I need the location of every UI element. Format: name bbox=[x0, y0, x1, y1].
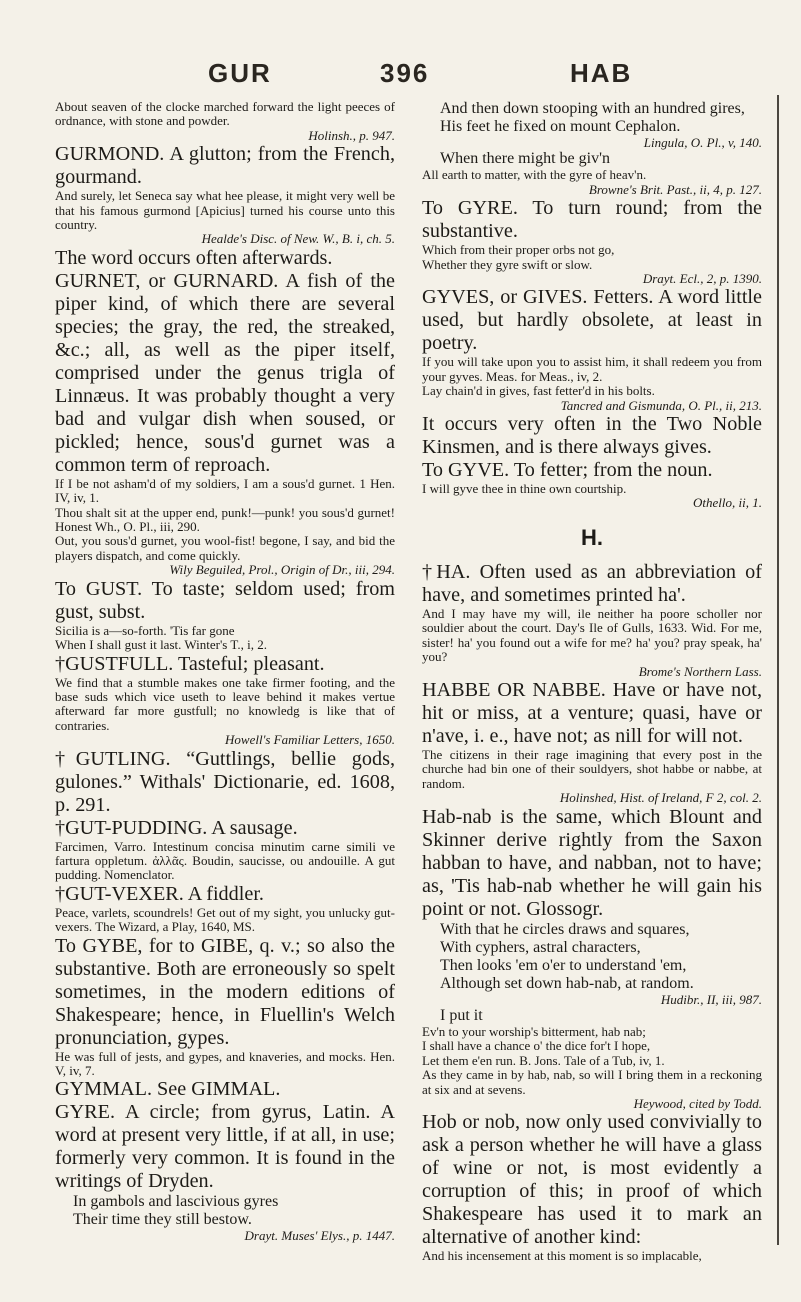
left-verse-line-27: Their time they still bestow. bbox=[73, 1211, 252, 1229]
right-verse-line-27: With cyphers, astral characters, bbox=[440, 938, 641, 956]
left-entry-text-18: †GUT-PUDDING. A sausage. bbox=[55, 816, 298, 839]
right-quotation-34: Let them e'en run. B. Jons. Tale of a Tub, iv, 1. bbox=[422, 1052, 665, 1068]
left-verse-line-26: In gambols and lascivious gyres bbox=[73, 1193, 279, 1211]
left-entry-text-17: †GUTLING. “Guttlings, bellie gods, gulones.” Withals' Dictionarie, ed. 1608, p. 291. bbox=[55, 747, 395, 816]
right-entry-text-25: Hab-nab is the same, which Blount and Skinner derive rightly from the Saxon habban to have, and nabban, not to have; as, 'Tis hab-nab whether he will gain his point or not. Glossogr. bbox=[422, 805, 762, 920]
right-entry-text-19: †HA. Often used as an abbreviation of have, and sometimes printed ha'. bbox=[422, 560, 762, 606]
right-citation-36: Heywood, cited by Todd. bbox=[633, 1095, 762, 1111]
left-entry-text-24: GYMMAL. See GIMMAL. bbox=[55, 1078, 281, 1101]
left-entry-text-6: GURNET, or GURNARD. A fish of the piper kind, of which there are several species; the gray, the red, the streaked, &c.; all, as well as the piper itself, comprised under the genus trigla of Linnæus. It was probably thought a very bad and vulgar dish when soused, or pickled; hence, sous'd gurnet was a common term of reproach. bbox=[55, 269, 395, 476]
left-column bbox=[55, 100, 395, 1244]
left-quotation-0: About seaven of the clocke marched forward the light peeces of ordnance, with stone and powder. bbox=[55, 100, 395, 129]
right-quotation-16: I will gyve thee in thine own courtship. bbox=[422, 481, 627, 497]
right-entry-text-14: It occurs very often in the Two Noble Kinsmen, and is there always gives. bbox=[422, 413, 762, 459]
right-section-letter-18: H. bbox=[581, 524, 603, 550]
left-quotation-8: Thou shalt sit at the upper end, punk!—punk! you sous'd gurnet! Honest Wh., O. Pl., iii, 290. bbox=[55, 504, 395, 535]
left-citation-1: Holinsh., p. 947. bbox=[308, 127, 395, 143]
right-entry-text-22: HABBE OR NABBE. Have or have not, hit or miss, at a venture; quasi, have or n'ave, i. e., have not; as nill for will not. bbox=[422, 678, 762, 747]
right-entry-text-6: To GYRE. To turn round; from the substantive. bbox=[422, 197, 762, 243]
left-quotation-3: And surely, let Seneca say what hee please, it might very well be that his famous gurmond [Apicius] turned his course unto this country. bbox=[55, 188, 395, 233]
left-quotation-13: When I shall gust it last. Winter's T., i, 2. bbox=[55, 637, 267, 653]
right-quotation-8: Whether they gyre swift or slow. bbox=[422, 256, 593, 272]
right-entry-text-37: Hob or nob, now only used convivially to ask a person whether he will have a glass of wine or not, is most evidently a corruption of this; in proof of which Shakespeare has used it to mark an alternative of another kind: bbox=[422, 1111, 762, 1249]
header-left-guide-word: GUR bbox=[208, 58, 272, 88]
right-citation-5: Browne's Brit. Past., ii, 4, p. 127. bbox=[588, 181, 762, 197]
right-verse-line-26: With that he circles draws and squares, bbox=[440, 920, 690, 938]
left-citation-28: Drayt. Muses' Elys., p. 1447. bbox=[244, 1228, 395, 1244]
right-citation-9: Drayt. Ecl., 2, p. 1390. bbox=[642, 271, 762, 287]
header-right-guide-word: HAB bbox=[570, 58, 633, 88]
right-quotation-35: As they came in by hab, nab, so will I bring them in a reckoning at six and at sevens. bbox=[422, 1067, 762, 1097]
left-citation-10: Wily Beguiled, Prol., Origin of Dr., iii, 294. bbox=[169, 562, 395, 578]
right-quotation-7: Which from their proper orbs not go, bbox=[422, 242, 615, 258]
right-quotation-33: I shall have a chance o' the dice for't I hope, bbox=[422, 1038, 651, 1054]
right-verse-line-0: And then down stooping with an hundred gires, bbox=[440, 100, 745, 117]
left-citation-4: Healde's Disc. of New. W., B. i, ch. 5. bbox=[201, 231, 395, 247]
right-citation-30: Hudibr., II, iii, 987. bbox=[660, 991, 762, 1007]
left-entry-text-22: To GYBE, for to GIBE, q. v.; so also the substantive. Both are erroneously so spelt sometimes, in the modern editions of Shakespeare; hence, in Fluellin's Welch pronunciation, gypes. bbox=[55, 934, 395, 1049]
left-quotation-12: Sicilia is a—so-forth. 'Tis far gone bbox=[55, 622, 235, 638]
right-citation-24: Holinshed, Hist. of Ireland, F 2, col. 2. bbox=[559, 790, 762, 806]
right-citation-2: Lingula, O. Pl., v, 140. bbox=[643, 135, 762, 150]
right-citation-13: Tancred and Gismunda, O. Pl., ii, 213. bbox=[560, 397, 762, 413]
right-citation-21: Brome's Northern Lass. bbox=[638, 663, 762, 679]
right-quotation-38: And his incensement at this moment is so implacable, bbox=[422, 1248, 702, 1264]
right-verse-line-1: His feet he fixed on mount Cephalon. bbox=[440, 118, 681, 135]
page-number: 396 bbox=[380, 58, 430, 88]
left-entry-text-25: GYRE. A circle; from gyrus, Latin. A word at present very little, if at all, in use; formerly very common. It is found in the writings of Dryden. bbox=[55, 1101, 395, 1193]
left-entry-text-20: †GUT-VEXER. A fiddler. bbox=[55, 882, 264, 905]
right-quotation-23: The citizens in their rage imagining that every post in the churche had bin one of their souldyers, shot habbe or nabbe, at random. bbox=[422, 746, 762, 791]
left-quotation-15: We find that a stumble makes one take firmer footing, and the base suds which vice useth to leave behind it makes vertue afterward far more gustfull; no knowledg is like that of contraries. bbox=[55, 674, 395, 733]
left-entry-text-5: The word occurs often afterwards. bbox=[55, 246, 333, 269]
page-edge-line bbox=[777, 95, 779, 1245]
right-citation-17: Othello, ii, 1. bbox=[693, 495, 762, 511]
running-header bbox=[0, 58, 801, 88]
right-quotation-11: If you will take upon you to assist him, it shall redeem you from your gyves. Meas. for Meas., iv, 2. bbox=[422, 354, 762, 384]
right-quotation-32: Ev'n to your worship's bitterment, hab nab; bbox=[422, 1023, 646, 1039]
left-citation-16: Howell's Familiar Letters, 1650. bbox=[225, 732, 395, 748]
right-column bbox=[422, 100, 762, 1264]
left-quotation-23: He was full of jests, and gypes, and knaveries, and mocks. Hen. V, iv, 7. bbox=[55, 1048, 395, 1078]
left-quotation-7: If I be not asham'd of my soldiers, I am a sous'd gurnet. 1 Hen. IV, iv, 1. bbox=[55, 475, 395, 506]
right-quotation-20: And I may have my will, ile neither ha poore scholler nor souldier about the court. Day's Ile of Gulls, 1633. Wid. For me, sister! ha' you found out a wife for me? ha' you? pray speak, ha' you? bbox=[422, 605, 762, 665]
right-quotation-12: Lay chain'd in gives, fast fetter'd in his bolts. bbox=[422, 383, 655, 399]
right-entry-text-10: GYVES, or GIVES. Fetters. A word little used, but hardly obsolete, at least in poetry. bbox=[422, 286, 762, 355]
right-entry-text-15: To GYVE. To fetter; from the noun. bbox=[422, 459, 713, 482]
left-quotation-21: Peace, varlets, scoundrels! Get out of my sight, you unlucky gut-vexers. The Wizard, a Play, 1640, MS. bbox=[55, 904, 395, 935]
left-entry-text-11: To GUST. To taste; seldom used; from gust, subst. bbox=[55, 577, 395, 623]
left-quotation-19: Farcimen, Varro. Intestinum concisa minutim carne simili ve fartura oppletum. ἀλλᾶς. Boudin, saucisse, ou andouille. A gut pudding. Nomenclator. bbox=[55, 838, 395, 883]
right-quotation-4: All earth to matter, with the gyre of heav'n. bbox=[422, 167, 647, 183]
right-verse-line-28: Then looks 'em o'er to understand 'em, bbox=[440, 956, 687, 974]
right-verse-line-3: When there might be giv'n bbox=[440, 150, 610, 168]
right-verse-line-29: Although set down hab-nab, at random. bbox=[440, 974, 694, 992]
left-entry-text-14: †GUSTFULL. Tasteful; pleasant. bbox=[55, 652, 325, 675]
left-entry-text-2: GURMOND. A glutton; from the French, gourmand. bbox=[55, 143, 395, 189]
right-verse-line-31: I put it bbox=[440, 1006, 483, 1024]
left-quotation-9: Out, you sous'd gurnet, you wool-fist! begone, I say, and bid the players dispatch, and come quickly. bbox=[55, 533, 395, 563]
